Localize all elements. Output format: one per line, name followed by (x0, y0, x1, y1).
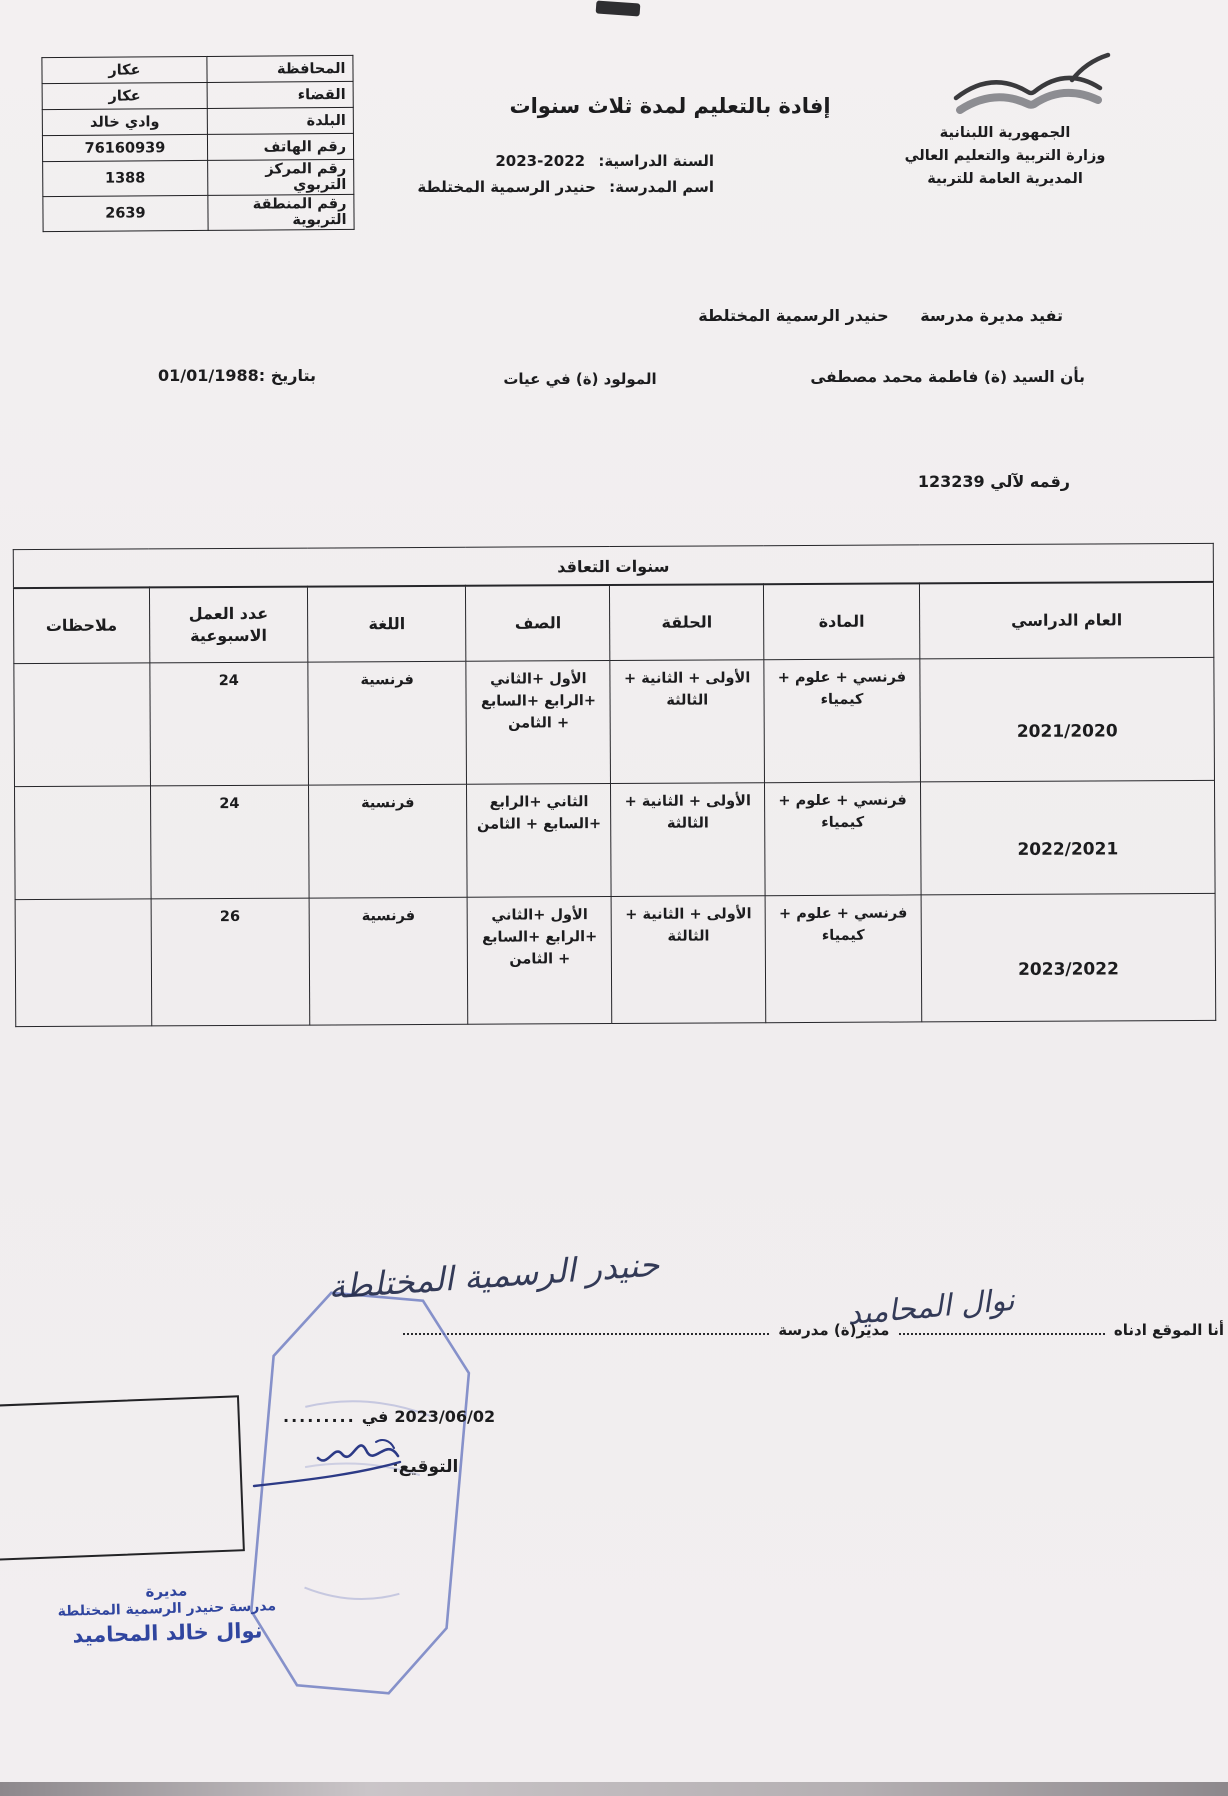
hours-cell: 24 (150, 785, 309, 899)
subject-name: فاطمة محمد مصطفى (810, 368, 979, 386)
grade-cell: الأول +الثاني +الرابع +السابع + الثامن (467, 897, 612, 1025)
info-label: القضاء (207, 81, 353, 108)
cycle-cell: الأولى + الثانية + الثالثة (610, 660, 764, 784)
info-value: عكار (42, 56, 207, 83)
admin-info-table (41, 55, 354, 232)
table-row (15, 893, 1216, 1026)
date-line (283, 1407, 495, 1426)
born-line (500, 370, 660, 388)
info-label: رقم المركز التربوي (207, 159, 353, 195)
year-cell: 2023/2022 (921, 893, 1216, 1022)
table-row (15, 780, 1216, 899)
republic-line: الجمهورية اللبنانية (939, 125, 1071, 141)
school-name-line (417, 178, 714, 196)
born-label: المولود (ة) في (545, 370, 657, 388)
language-cell: فرنسية (309, 784, 468, 898)
handwritten-school-name: حنيدر الرسمية المختلطة (327, 1244, 661, 1307)
stamp-role: مديرة (145, 1581, 188, 1601)
cycle-cell: الأولى + الثانية + الثالثة (611, 896, 765, 1024)
notes-cell (15, 786, 151, 900)
declaration-line (399, 1320, 1224, 1339)
grade-cell: الأول +الثاني +الرابع +السابع + الثامن (466, 661, 611, 785)
table-caption: سنوات التعاقد (13, 543, 1213, 588)
info-value: 76160939 (42, 134, 207, 161)
column-header-year: العام الدراسي (919, 582, 1213, 659)
table-caption-row (13, 543, 1213, 588)
declaration-prefix: أنا الموقع ادناه (1113, 1321, 1224, 1339)
notes-cell (14, 663, 150, 787)
column-header-grade: الصف (466, 585, 610, 661)
birth-date-value: 01/01/1988 (158, 366, 259, 385)
table-row (42, 55, 353, 83)
grade-cell: الثاني +الرابع +السابع + الثامن (467, 784, 612, 898)
table-row (43, 159, 354, 196)
table-header-row (13, 582, 1213, 664)
scan-mark-top (596, 0, 641, 16)
signature-label: التوقيع: (392, 1457, 459, 1477)
school-year-label: السنة الدراسية: (598, 152, 714, 170)
birth-date-label: بتاريخ : (258, 366, 317, 385)
page-title: إفادة بالتعليم لمدة ثلاث سنوات (509, 94, 831, 118)
info-value: 1388 (43, 160, 208, 196)
subject-cell: فرنسي + علوم + كيمياء (764, 659, 921, 783)
school-year-value: 2023-2022 (495, 152, 586, 170)
column-header-cycle: الحلقة (610, 584, 764, 660)
date-value: 2023/06/02 (394, 1407, 496, 1426)
dotted-line: ......... (283, 1407, 356, 1426)
notes-cell (15, 899, 151, 1027)
contract-years-table (13, 543, 1216, 1027)
scan-strip-bottom (0, 1782, 1228, 1796)
info-value: 2639 (43, 195, 208, 231)
born-place: عيات (503, 370, 541, 388)
subject-line (810, 368, 1085, 386)
stamp-school: مدرسة حنيدر الرسمية المختلطة (57, 1598, 277, 1620)
empty-box (0, 1395, 245, 1560)
signature-ink (248, 1428, 410, 1494)
subject-cell: فرنسي + علوم + كيمياء (765, 895, 922, 1023)
table-row (42, 81, 353, 109)
language-cell: فرنسية (308, 661, 467, 785)
info-label: رقم الهاتف (207, 133, 353, 160)
language-cell: فرنسية (309, 897, 468, 1025)
certify-line (698, 306, 1063, 325)
table-row (14, 657, 1215, 786)
school-name-value: حنيدر الرسمية المختلطة (417, 178, 596, 196)
column-header-notes: ملاحظات (13, 587, 149, 663)
declaration-middle: مدير(ة) مدرسة (778, 1321, 890, 1339)
year-cell: 2022/2021 (920, 780, 1215, 895)
table-row (43, 194, 354, 231)
auto-number-label: رقمه لآلي (990, 472, 1070, 491)
year-cell: 2021/2020 (920, 657, 1215, 782)
directorate-line: المديرية العامة للتربية (927, 171, 1083, 187)
info-label: رقم المنطقة التربوية (208, 194, 354, 230)
school-stamp (37, 1579, 297, 1649)
info-value: وادي خالد (42, 108, 207, 135)
ministry-header (892, 122, 1118, 191)
certify-prefix: تفيد مديرة مدرسة (920, 306, 1063, 325)
table-row (42, 107, 353, 135)
subject-label: بأن السيد (ة) (983, 368, 1085, 386)
hours-cell: 24 (149, 662, 308, 786)
cycle-cell: الأولى + الثانية + الثالثة (611, 783, 765, 897)
info-label: المحافظة (207, 55, 353, 82)
auto-number-line (918, 472, 1070, 491)
column-header-subject: المادة (763, 583, 919, 659)
school-name-label: اسم المدرسة: (609, 178, 714, 196)
auto-number-value: 123239 (917, 472, 985, 491)
table-row (42, 133, 353, 161)
info-value: عكار (42, 82, 207, 109)
info-label: البلدة (207, 107, 353, 134)
subject-cell: فرنسي + علوم + كيمياء (764, 782, 921, 896)
date-label: في (361, 1407, 389, 1426)
column-header-language: اللغة (307, 586, 466, 662)
column-header-weekly-hours: عدد العمل الاسبوعية (149, 587, 308, 663)
hours-cell: 26 (151, 898, 310, 1026)
school-year-line (495, 152, 714, 170)
open-book-logo-icon (948, 50, 1118, 128)
birth-date-line (158, 366, 316, 385)
handwritten-director-name: نوال المحاميد (846, 1282, 1017, 1333)
ministry-line: وزارة التربية والتعليم العالي (904, 148, 1106, 164)
stamp-name: نوال خالد المحاميد (72, 1618, 263, 1648)
certify-school-name: حنيدر الرسمية المختلطة (698, 306, 889, 325)
